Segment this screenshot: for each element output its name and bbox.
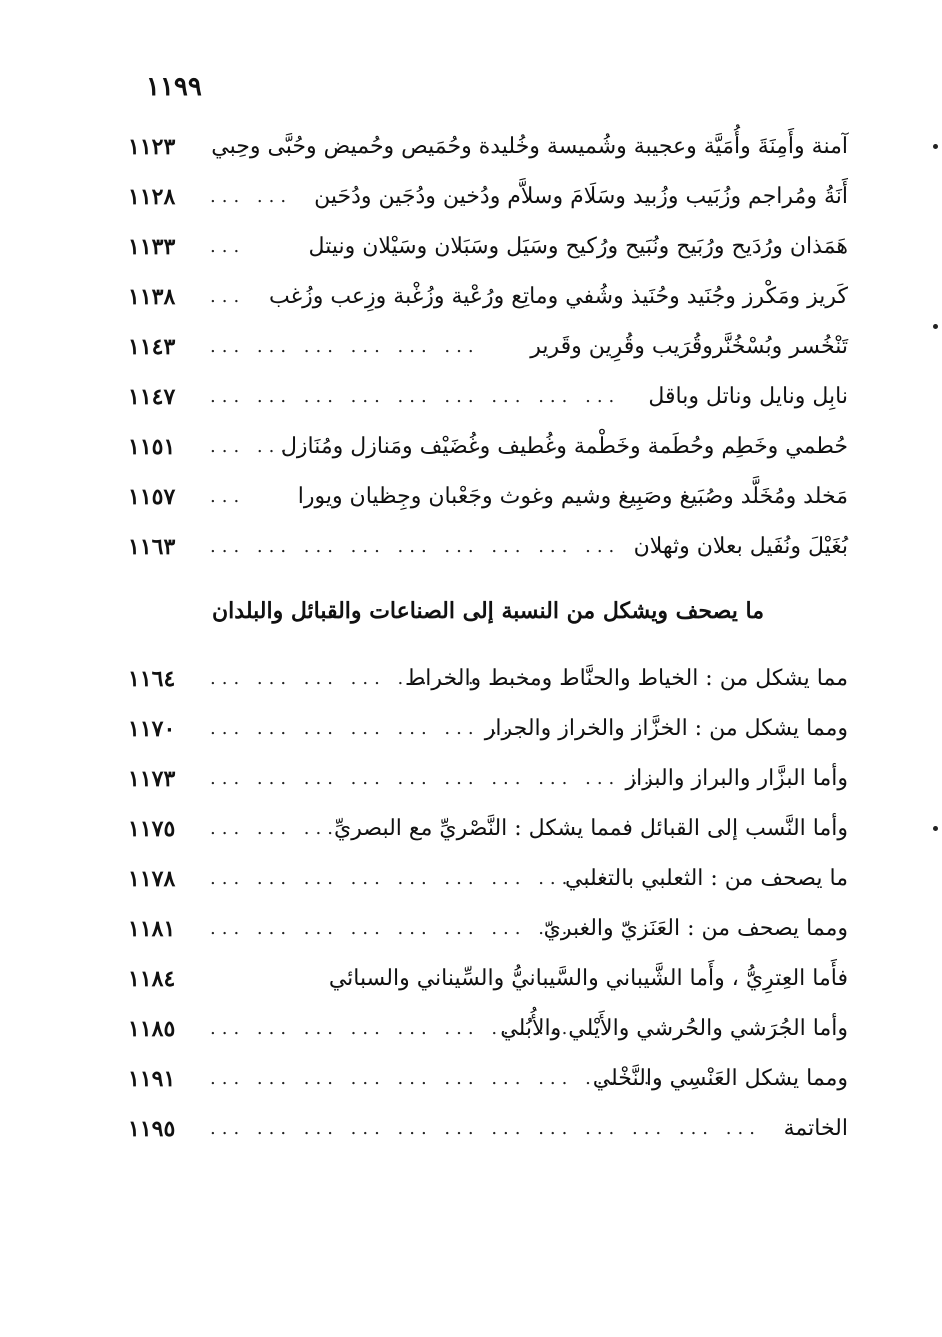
toc-entry-title: حُطمي وخَطِم وحُطَمة وخَطْمة وغُطيف وغُضَيْف ومَنازل ومُنَازل [280, 434, 848, 459]
toc-entry [128, 1112, 848, 1162]
toc-entry [128, 330, 848, 380]
toc-entry-leader: ... ... ... ... ... ... ... ... ... ... [210, 768, 668, 789]
toc-entry-leader: ... ... ... ... ... ... ... ... ... [210, 386, 621, 407]
toc-entry [128, 480, 848, 530]
toc-entry-page: ١١٦٣ [128, 534, 176, 560]
margin-dot [933, 324, 938, 329]
margin-dot [933, 144, 938, 149]
toc-entry-leader: ... ... ... ... ... ... ... [210, 718, 527, 739]
toc-entry-leader: ... ... ... ... ... ... ... ... [210, 1018, 574, 1039]
toc-entry-page: ١١٥١ [128, 434, 176, 460]
toc-entry-title: وأما النَّسب إلى القبائل فمما يشكل : النَّصْريِّ مع البصريِّ [334, 816, 848, 841]
toc-entry-page: ١١٢٨ [128, 184, 176, 210]
toc-entry-leader: ... ... ... ... ... ... [210, 668, 480, 689]
toc-entry-title: نابِل ونايل وناتل وباقل [648, 384, 848, 409]
toc-entry-leader: ... ... ... ... ... ... ... ... ... [210, 536, 621, 557]
toc-entry-title: فأَما العِترِيُّ ، وأَما الشَّيباني والسَّيبانيُّ والسِّيناني والسبائي [328, 966, 848, 991]
toc-entry [128, 762, 848, 812]
toc-entry-page: ١١٥٧ [128, 484, 176, 510]
toc-entry [128, 862, 848, 912]
toc-entry-title: الخاتمة [783, 1116, 848, 1141]
toc-entry-page: ١١٩٥ [128, 1116, 176, 1142]
toc-entry-title: مما يشكل من : الخياط والحنَّاط ومخبط والخراط [404, 666, 848, 691]
toc-entry-page: ١١٣٨ [128, 284, 176, 310]
toc-entry-title: ما يصحف من : الثعلبي بالتغلبي [565, 866, 848, 891]
toc-entry-title: هَمَذان ورُدَيح ورُبَيح ونُبَيح ورُكيح وسَيَل وسَبَلان وسَيْلان ونيتل [308, 234, 848, 259]
table-of-contents [128, 130, 848, 1162]
toc-entry-leader: ... [210, 486, 246, 507]
toc-entry [128, 662, 848, 712]
toc-entry-page: ١١٨٥ [128, 1016, 176, 1042]
toc-entry [128, 912, 848, 962]
toc-entry-title: وأما الجُرَشي والحُرشي والأَيْلي والأُبُلي [500, 1016, 848, 1041]
toc-entry [128, 230, 848, 280]
toc-entry-page: ١١٤٣ [128, 334, 176, 360]
section-heading: ما يصحف ويشكل من النسبة إلى الصناعات والقبائل والبلدان [212, 598, 764, 624]
toc-entry-page: ١١٧٨ [128, 866, 176, 892]
toc-entry-title: بُغَيْلَ ونُفَيل بعلان وثهلان [633, 534, 848, 559]
toc-entry-page: ١١٨١ [128, 916, 176, 942]
toc-entry [128, 962, 848, 1012]
toc-entry-leader: ... ... ... ... ... ... [210, 336, 480, 357]
toc-entry [128, 1012, 848, 1062]
spacer [128, 580, 848, 594]
toc-entry [128, 812, 848, 862]
toc-entry-title: وأما البزَّار والبراز والبزاز [625, 766, 848, 791]
toc-entry [128, 530, 848, 580]
toc-entry-leader: ... ... ... [210, 818, 339, 839]
toc-entry-page: ١١٦٤ [128, 666, 176, 692]
toc-entry-title: كَريز ومَكْرز وجُنَيد وحُنَيذ وشُفي وماتِع ورُعْية وزُغْبة وزِعب وزُغب [268, 284, 848, 309]
spacer [128, 648, 848, 662]
toc-entry [128, 430, 848, 480]
toc-entry [128, 180, 848, 230]
toc-entry-page: ١١٩١ [128, 1066, 176, 1092]
toc-entry-leader: ... [210, 236, 246, 257]
toc-entry-leader: ... ... ... ... ... ... ... ... ... ... ... ... [210, 1118, 761, 1139]
toc-entry-page: ١١٣٣ [128, 234, 176, 260]
toc-entry-leader: ... ... [210, 436, 293, 457]
toc-entry-page: ١١٨٤ [128, 966, 176, 992]
toc-entry-title: أَنَةُ ومُراجم وزُبَيب وزُبيد وسَلَامَ وسلاَّم ودُخين ودُجَين ودُحَين [314, 184, 848, 209]
toc-entry-leader: ... [210, 286, 246, 307]
toc-entry [128, 712, 848, 762]
toc-entry-title: تَنْخُسر وبُسْخُنَّروقُرَيب وقُرِين وقَرير [530, 334, 848, 359]
page-number: ١١٩٩ [146, 72, 202, 102]
toc-group-nisba [128, 662, 848, 1162]
toc-entry [128, 1062, 848, 1112]
toc-entry-page: ١١٧٥ [128, 816, 176, 842]
toc-entry-leader: ... ... ... ... ... ... ... ... ... ... [210, 1068, 668, 1089]
toc-entry [128, 130, 848, 180]
toc-entry-title: ومما يشكل من : الخزَّاز والخراز والجرار [484, 716, 848, 741]
toc-entry-page: ١١٤٧ [128, 384, 176, 410]
toc-entry-leader: ... ... [210, 186, 293, 207]
toc-entry-title: ومما يصحف من : العَنَزيّ والغبريّ [543, 916, 848, 941]
toc-entry-leader: ... ... ... ... ... ... ... ... [210, 918, 574, 939]
toc-entry-leader: ... ... ... ... ... ... ... ... ... [210, 868, 621, 889]
toc-entry [128, 280, 848, 330]
toc-entry-title: آمنة وأَمِنَةَ وأُمَيَّة وعجيبة وشُميسة وخُليدة وحُمَيص وحُميض وحُبَّى وحِبي [211, 134, 848, 159]
toc-entry-page: ١١٧٠ [128, 716, 176, 742]
toc-group-names [128, 130, 848, 580]
toc-entry-title: مَخلد ومُخَلَّد وصُبَيغ وصَبِيغ وشيم وغوث وجَعْبان وجِظيان ويورا [297, 484, 848, 509]
margin-dot [933, 826, 938, 831]
toc-entry-page: ١١٧٣ [128, 766, 176, 792]
toc-entry-page: ١١٢٣ [128, 134, 176, 160]
toc-entry [128, 380, 848, 430]
toc-entry-title: ومما يشكل العَنْسِي والنَّخْلي [592, 1066, 848, 1091]
